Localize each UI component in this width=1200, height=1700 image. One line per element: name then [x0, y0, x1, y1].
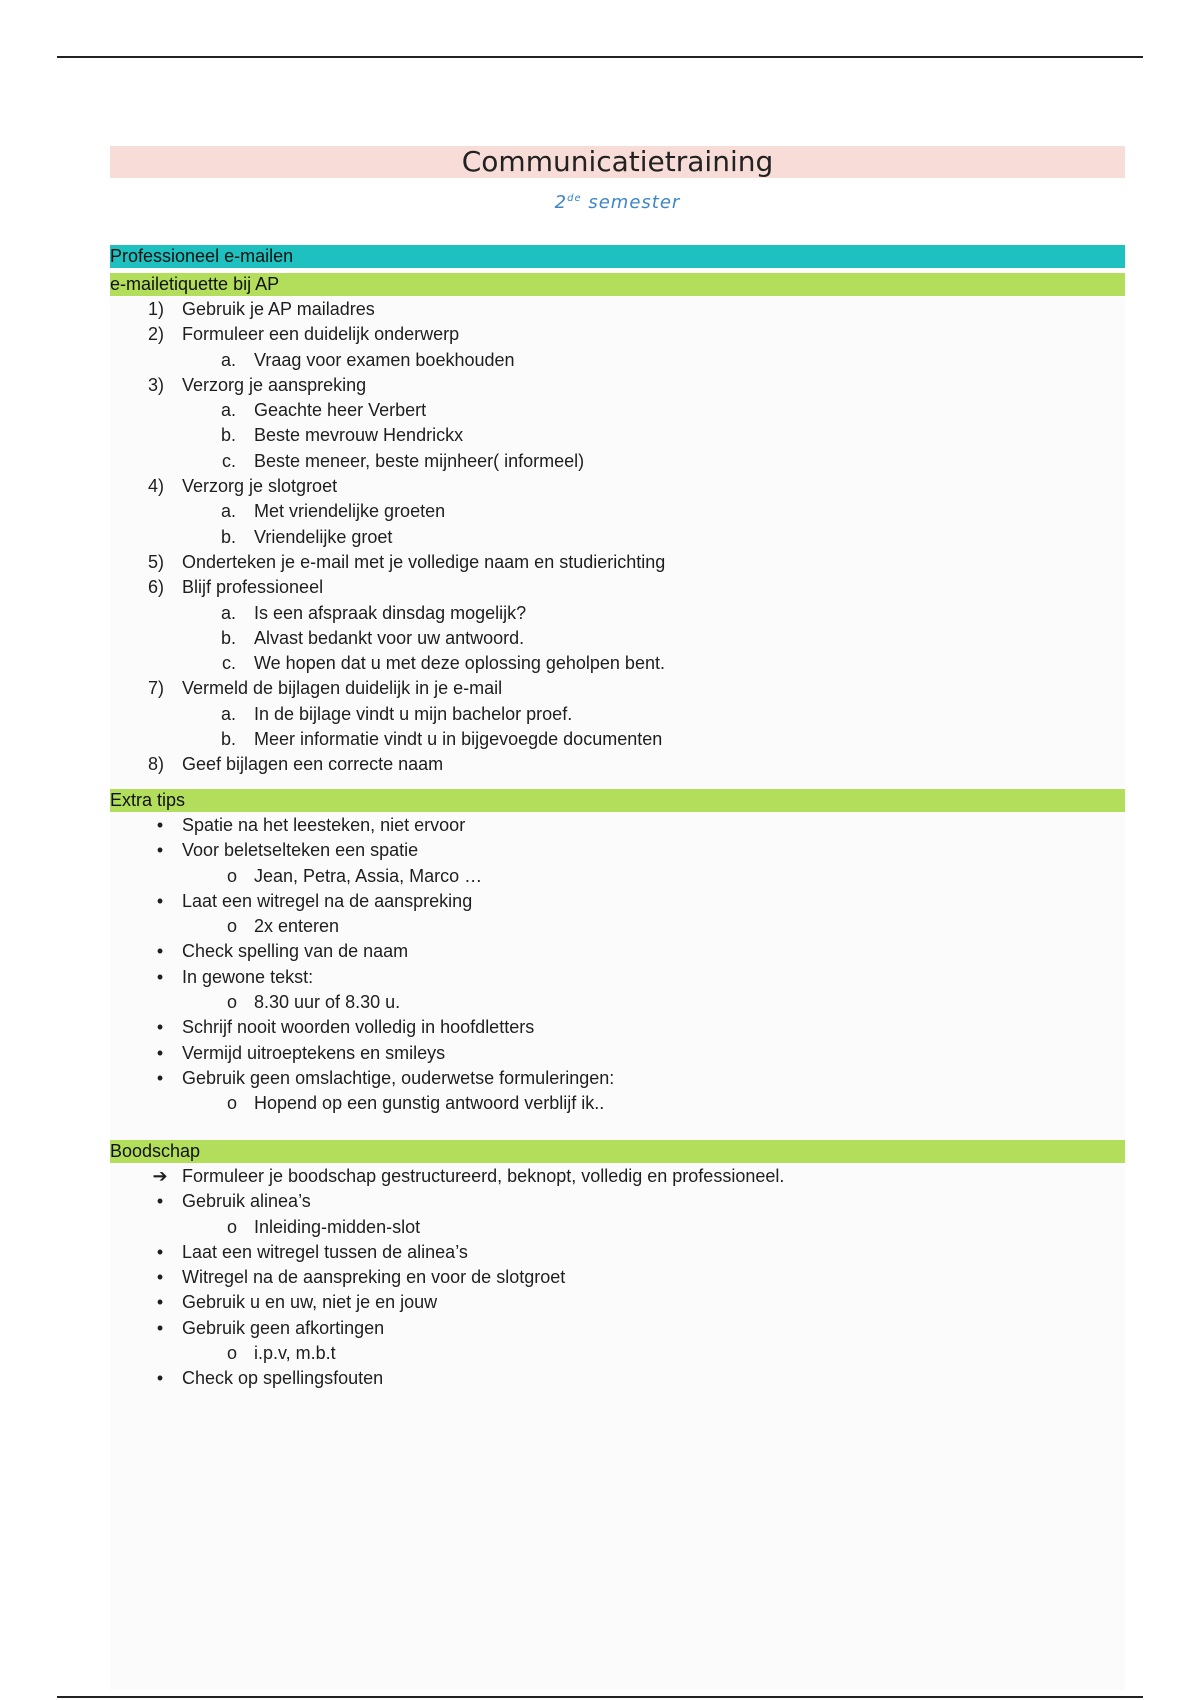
- list-item-text: Spatie na het leesteken, niet ervoor: [182, 815, 466, 835]
- list-marker: •: [156, 1017, 164, 1038]
- section-heading-extra-tips: Extra tips: [110, 789, 1125, 812]
- list-marker: 7): [147, 678, 164, 699]
- list-marker: o: [226, 1093, 237, 1114]
- list-item-text: Verzorg je aanspreking: [182, 374, 367, 395]
- list-marker: b.: [220, 425, 236, 446]
- list-item: [110, 1341, 1125, 1366]
- list-marker: b.: [220, 729, 236, 750]
- list-marker: 4): [147, 476, 164, 497]
- list-item: [110, 752, 1125, 777]
- bottom-rule: [57, 1696, 1143, 1698]
- list-item-text: Formuleer je boodschap gestructureerd, beknopt, volledig en professioneel.: [182, 1166, 785, 1186]
- list-marker: •: [156, 1191, 164, 1212]
- list-marker: 1): [147, 299, 164, 319]
- list-item-text: Blijf professioneel: [182, 577, 324, 598]
- list-item-text: Verzorg je slotgroet: [182, 476, 338, 497]
- list-item-text: Vermeld de bijlagen duidelijk in je e-mail: [182, 678, 503, 699]
- list-marker: o: [226, 1343, 237, 1364]
- list-item-text: Jean, Petra, Assia, Marco …: [254, 865, 483, 886]
- list-item-text: Inleiding-midden-slot: [254, 1216, 421, 1237]
- list-marker: o: [226, 1216, 237, 1237]
- list-marker: o: [226, 865, 237, 886]
- list-item-text: Met vriendelijke groeten: [254, 501, 446, 522]
- list-item-text: Gebruik geen afkortingen: [182, 1317, 385, 1338]
- list-marker: •: [156, 1241, 164, 1262]
- list-item: [110, 1066, 1125, 1091]
- list-item: [110, 651, 1125, 676]
- list-marker: 6): [147, 577, 164, 598]
- list-marker: b.: [220, 627, 236, 648]
- list-marker: •: [156, 1267, 164, 1288]
- subtitle-number: 2: [554, 192, 568, 213]
- list-item: [110, 474, 1125, 499]
- list-item: [110, 550, 1125, 575]
- list-item: [110, 449, 1125, 474]
- list-item-text: Check op spellingsfouten: [182, 1368, 384, 1389]
- list-item-text: 8.30 uur of 8.30 u.: [254, 992, 401, 1013]
- list-item: [110, 398, 1125, 423]
- list-marker: •: [156, 1292, 164, 1313]
- list-item: [110, 889, 1125, 914]
- list-item-text: Alvast bedankt voor uw antwoord.: [254, 627, 525, 648]
- list-item-text: Vriendelijke groet: [254, 526, 393, 547]
- list-item: [110, 1240, 1125, 1265]
- list-item-text: i.p.v, m.b.t: [254, 1343, 336, 1364]
- list-item-text: Voor beletselteken een spatie: [182, 840, 419, 861]
- extra-tips-list: [110, 813, 1125, 1117]
- list-item: [110, 601, 1125, 626]
- subtitle-text: semester: [588, 192, 681, 213]
- list-marker: •: [156, 890, 164, 911]
- list-item-text: Beste meneer, beste mijnheer( informeel): [254, 450, 585, 471]
- list-item-text: Formuleer een duidelijk onderwerp: [182, 324, 460, 345]
- list-item: [110, 423, 1125, 448]
- list-marker: •: [156, 941, 164, 962]
- list-item: [110, 525, 1125, 550]
- list-item: [110, 864, 1125, 889]
- list-item: [110, 1015, 1125, 1040]
- list-marker: a.: [220, 349, 236, 370]
- list-marker: •: [156, 1067, 164, 1088]
- list-item-text: In de bijlage vindt u mijn bachelor proef.: [254, 703, 573, 724]
- list-marker: 8): [147, 754, 164, 775]
- list-item: [110, 297, 1125, 322]
- list-marker: c.: [221, 653, 236, 674]
- list-item-text: Geef bijlagen een correcte naam: [182, 754, 444, 775]
- list-item: [110, 1091, 1125, 1116]
- top-rule: [57, 56, 1143, 58]
- list-marker: o: [226, 916, 237, 937]
- list-item: [110, 727, 1125, 752]
- list-item: [110, 914, 1125, 939]
- list-item: [110, 322, 1125, 347]
- section-heading-professioneel: Professioneel e-mailen: [110, 245, 1125, 268]
- section-heading-boodschap: Boodschap: [110, 1140, 1125, 1163]
- subtitle-superscript: de: [567, 193, 582, 204]
- list-marker: 2): [147, 324, 164, 345]
- list-item: [110, 838, 1125, 863]
- section-heading-etiquette: e-mailetiquette bij AP: [110, 273, 1125, 296]
- list-item-text: Gebruik u en uw, niet je en jouw: [182, 1292, 438, 1313]
- list-marker: •: [156, 815, 164, 835]
- list-item-text: Gebruik geen omslachtige, ouderwetse formuleringen:: [182, 1067, 615, 1088]
- list-item-text: Laat een witregel tussen de alinea’s: [182, 1241, 468, 1262]
- list-marker: ➔: [152, 1166, 168, 1186]
- list-marker: a.: [220, 602, 236, 623]
- list-item-text: Schrijf nooit woorden volledig in hoofdletters: [182, 1017, 535, 1038]
- list-item: [110, 499, 1125, 524]
- list-marker: •: [156, 1368, 164, 1389]
- list-item-text: Vraag voor examen boekhouden: [254, 349, 515, 370]
- list-item: [110, 1290, 1125, 1315]
- list-item-text: 2x enteren: [254, 916, 340, 937]
- etiquette-list: [110, 297, 1125, 778]
- list-item: [110, 813, 1125, 838]
- list-item: [110, 348, 1125, 373]
- list-item: [110, 1041, 1125, 1066]
- list-item-text: Meer informatie vindt u in bijgevoegde documenten: [254, 729, 663, 750]
- list-marker: a.: [220, 501, 236, 522]
- list-item: [110, 676, 1125, 701]
- list-item: [110, 939, 1125, 964]
- list-item: [110, 626, 1125, 651]
- list-item-text: Gebruik je AP mailadres: [182, 299, 375, 319]
- list-item: [110, 1164, 1125, 1189]
- list-marker: c.: [221, 450, 236, 471]
- list-item: [110, 990, 1125, 1015]
- list-marker: •: [156, 966, 164, 987]
- list-item-text: Check spelling van de naam: [182, 941, 409, 962]
- boodschap-list: [110, 1164, 1125, 1392]
- list-marker: a.: [220, 703, 236, 724]
- list-item-text: Gebruik alinea’s: [182, 1191, 311, 1212]
- list-marker: 3): [147, 374, 164, 395]
- list-item: [110, 1265, 1125, 1290]
- list-marker: •: [156, 1042, 164, 1063]
- list-marker: 5): [147, 551, 164, 572]
- list-marker: o: [226, 992, 237, 1013]
- list-item: [110, 1189, 1125, 1214]
- list-item: [110, 1215, 1125, 1240]
- list-marker: b.: [220, 526, 236, 547]
- list-item: [110, 373, 1125, 398]
- list-item-text: Geachte heer Verbert: [254, 400, 427, 421]
- list-item: [110, 702, 1125, 727]
- list-marker: a.: [220, 400, 236, 421]
- list-item-text: Witregel na de aanspreking en voor de slotgroet: [182, 1267, 566, 1288]
- list-item: [110, 965, 1125, 990]
- page-subtitle: [110, 192, 1125, 213]
- list-item-text: Is een afspraak dinsdag mogelijk?: [254, 602, 527, 623]
- list-item-text: Hopend op een gunstig antwoord verblijf ik..: [254, 1093, 605, 1114]
- list-item: [110, 1366, 1125, 1391]
- list-item-text: Onderteken je e-mail met je volledige naam en studierichting: [182, 551, 666, 572]
- list-item-text: In gewone tekst:: [182, 966, 314, 987]
- page-title: Communicatietraining: [110, 146, 1125, 178]
- list-marker: •: [156, 1317, 164, 1338]
- list-marker: •: [156, 840, 164, 861]
- list-item: [110, 575, 1125, 600]
- list-item-text: Laat een witregel na de aanspreking: [182, 890, 473, 911]
- list-item-text: Beste mevrouw Hendrickx: [254, 425, 464, 446]
- list-item-text: We hopen dat u met deze oplossing geholpen bent.: [254, 653, 665, 674]
- list-item-text: Vermijd uitroeptekens en smileys: [182, 1042, 446, 1063]
- list-item: [110, 1316, 1125, 1341]
